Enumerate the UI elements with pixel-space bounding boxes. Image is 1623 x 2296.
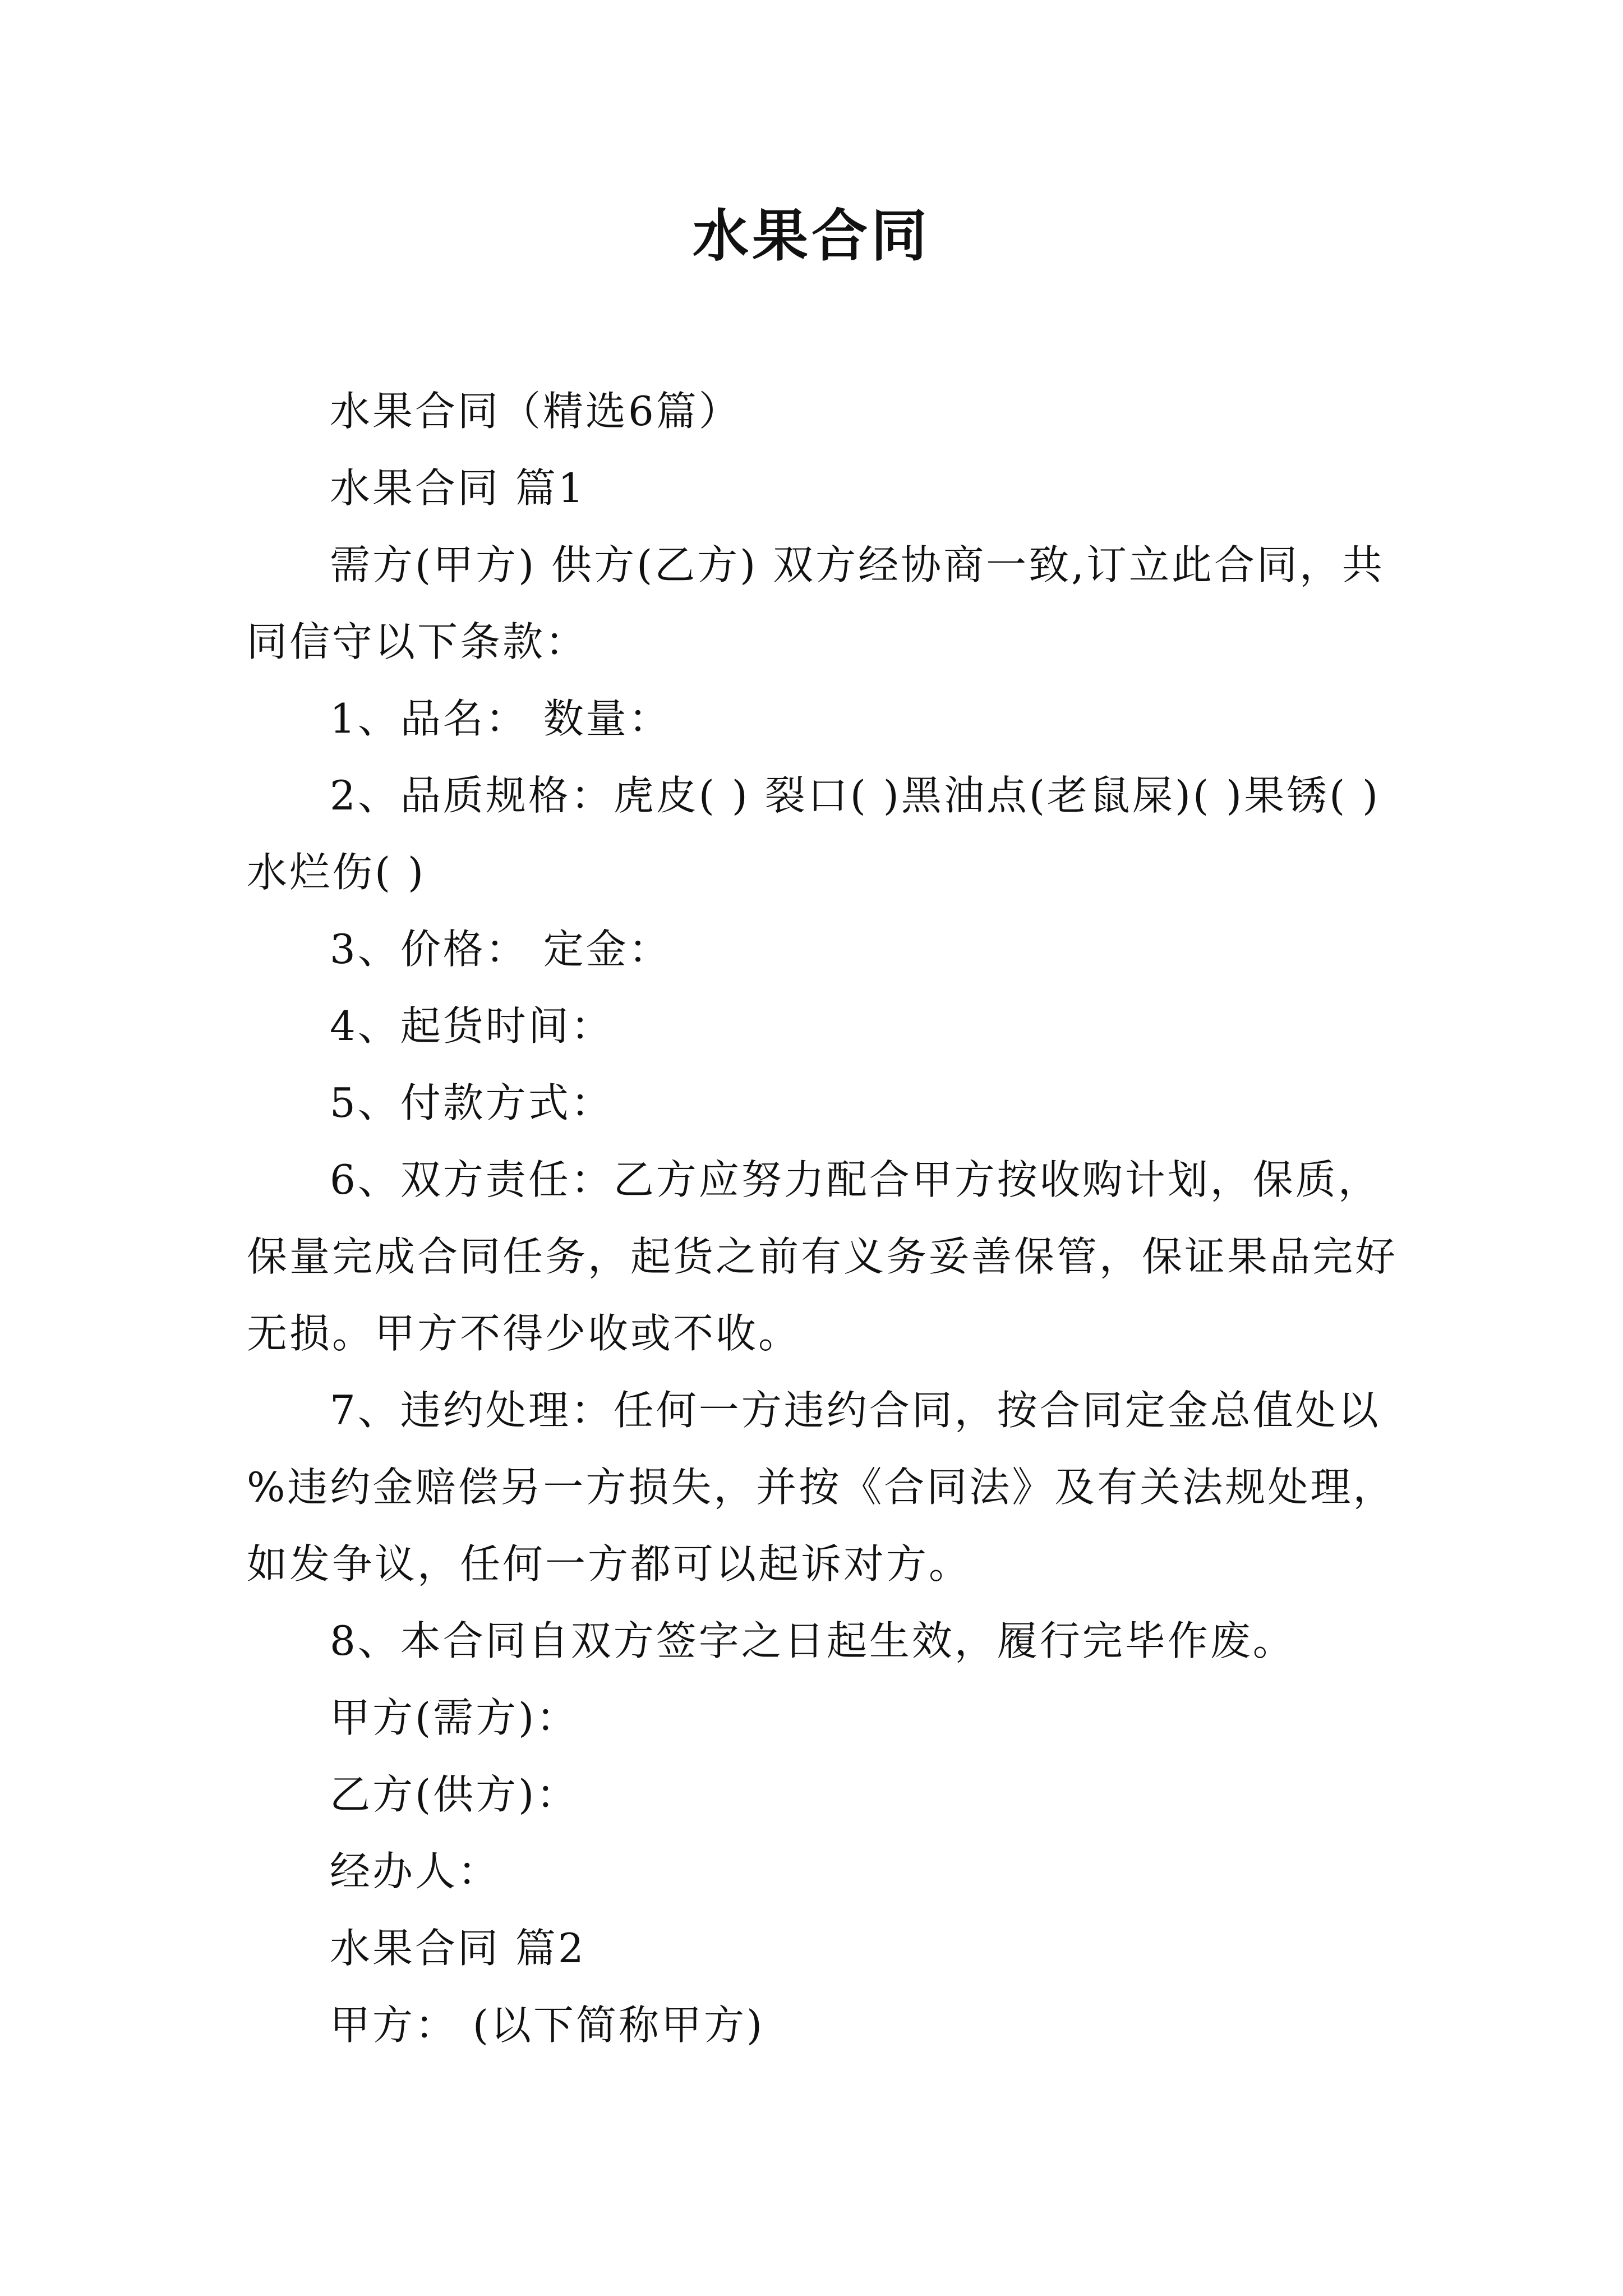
paragraph-collection-title: 水果合同（精选6篇） <box>330 388 741 435</box>
paragraph-clause-8: 8、本合同自双方签字之日起生效，履行完毕作废。 <box>330 1617 1295 1664</box>
document-body <box>247 373 1402 2064</box>
paragraph-clause-1: 1、品名： 数量： <box>330 695 671 742</box>
paragraph-clause-5: 5、付款方式： <box>330 1079 614 1126</box>
paragraph-party-b-signature: 乙方(供方)： <box>330 1771 579 1818</box>
paragraph-section-1-heading: 水果合同 篇1 <box>330 464 586 512</box>
paragraph-party-a-signature: 甲方(需方)： <box>330 1694 579 1741</box>
paragraph-clause-6: 6、双方责任：乙方应努力配合甲方按收购计划，保质，保量完成合同任务，起货之前有义务妥善保管，保证果品完好无损。甲方不得少收或不收。 <box>247 1156 1398 1357</box>
document-title: 水果合同 <box>693 203 930 269</box>
paragraph-clause-7: 7、违约处理：任何一方违约合同，按合同定金总值处以 %违约金赔偿另一方损失，并按《合同法》及有关法规处理，如发争议，任何一方都可以起诉对方。 <box>247 1387 1396 1588</box>
paragraph-preamble: 需方(甲方) 供方(乙方) 双方经协商一致,订立此合同，共同信守以下条款： <box>247 541 1385 665</box>
paragraph-clause-2: 2、品质规格：虎皮( ) 裂口( )黑油点(老鼠屎)( )果锈( ) 水烂伤( ) <box>247 772 1381 896</box>
paragraph-clause-3: 3、价格： 定金： <box>330 926 671 973</box>
paragraph-clause-4: 4、起货时间： <box>330 1002 614 1050</box>
paragraph-section-2-heading: 水果合同 篇2 <box>330 1925 586 1972</box>
paragraph-section-2-party-a: 甲方： (以下简称甲方) <box>330 2001 765 2049</box>
paragraph-handler-signature: 经办人： <box>330 1848 501 1895</box>
